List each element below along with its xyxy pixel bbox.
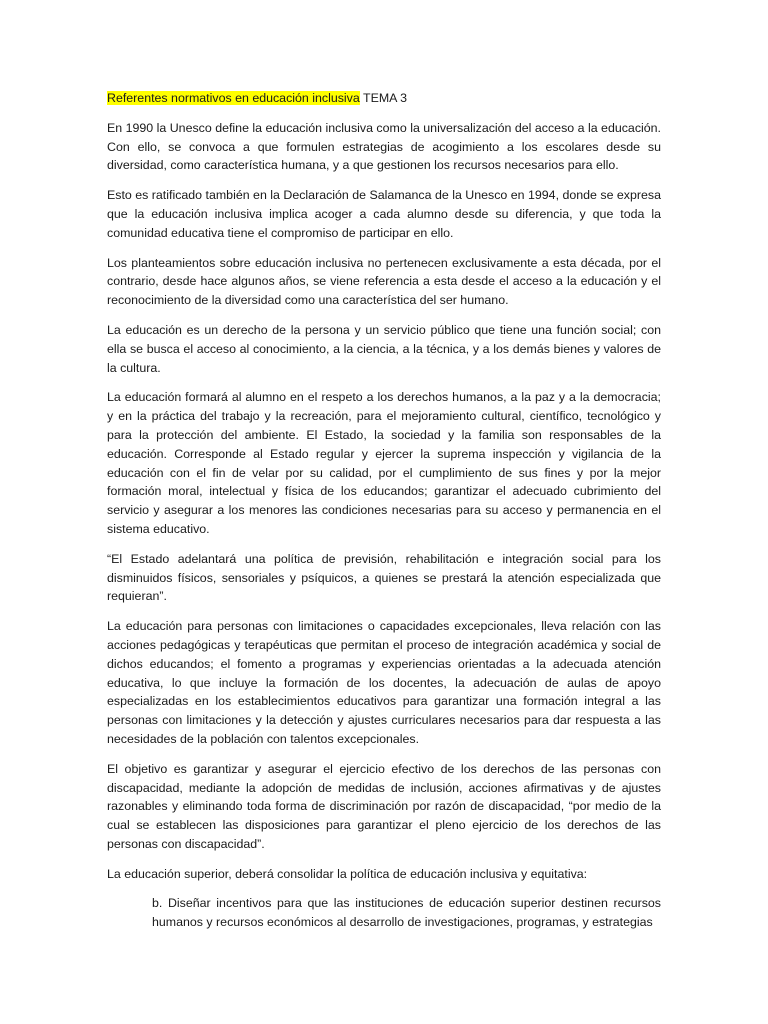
paragraph-5: La educación formará al alumno en el respeto a los derechos humanos, a la paz y a la democracia; y en la práctica del trabajo y la recreación, para el mejoramiento cultural, científico, tecnológico y para la protección del ambiente. El Estado, la sociedad y la familia son responsables de la educación. Corresponde al Estado regular y ejercer la suprema inspección y vigilancia de la educación con el fin de velar por su calidad, por el cumplimiento de sus fines y por la mejor formación moral, intelectual y física de los educandos; garantizar el adecuado cubrimiento del servicio y asegurar a los menores las condiciones necesarias para su acceso y permanencia en el sistema educativo. [107, 390, 661, 536]
paragraph-2: Esto es ratificado también en la Declaración de Salamanca de la Unesco en 1994, donde se expresa que la educación inclusiva implica acoger a cada alumno desde su diferencia, y que toda la comunidad educativa tiene el compromiso de participar en ello. [107, 188, 661, 240]
paragraph-3: Los planteamientos sobre educación inclusiva no pertenecen exclusivamente a esta década, por el contrario, desde hace algunos años, se viene referencia a esta desde el acceso a la educación y el reconocimiento de la diversidad como una característica del ser humano. [107, 255, 661, 308]
paragraph-1: En 1990 la Unesco define la educación inclusiva como la universalización del acceso a la educación. Con ello, se convoca a que formulen estrategias de acogimiento a los escolares desde su diversidad, como característica humana, y a que gestionen los recursos necesarios para ello. [107, 120, 661, 173]
paragraph-7: La educación para personas con limitaciones o capacidades excepcionales, lleva relación con las acciones pedagógicas y terapéuticas que permitan el proceso de integración académica y social de dichos educandos; el fomento a programas y experiencias orientadas a la adecuada atención educativa, lo que incluye la formación de los docentes, la adecuación de aulas de apoyo especializadas en los establecimientos educativos para garantizar una formación integral a las personas con limitaciones y la detección y ajustes curriculares necesarios para dar respuesta a las necesidades de la población con talentos excepcionales. [107, 619, 661, 746]
document-heading [107, 89, 661, 108]
list-item-b: b. Diseñar incentivos para que las instituciones de educación superior destinen recursos humanos y recursos económicos al desarrollo de investigaciones, programas, y estrategias [152, 896, 661, 930]
quote-paragraph: “El Estado adelantará una política de previsión, rehabilitación e integración social para los disminuidos físicos, sensoriales y psíquicos, a quienes se prestará la atención especializada que requieran”. [107, 551, 661, 604]
paragraph-8: El objetivo es garantizar y asegurar el ejercicio efectivo de los derechos de las personas con discapacidad, mediante la adopción de medidas de inclusión, acciones afirmativas y de ajustes razonables y eliminando toda forma de discriminación por razón de discapacidad, “por medio de la cual se establecen las disposiciones para garantizar el pleno ejercicio de los derechos de las personas con discapacidad”. [107, 761, 661, 851]
title-suffix: TEMA 3 [359, 91, 408, 105]
highlighted-title: Referentes normativos en educación inclusiva [107, 91, 360, 105]
paragraph-4: La educación es un derecho de la persona y un servicio público que tiene una función social; con ella se busca el acceso al conocimiento, a la ciencia, a la técnica, y a los demás bienes y valores de la cultura. [107, 322, 661, 375]
document-body [107, 89, 661, 932]
paragraph-9: La educación superior, deberá consolidar la política de educación inclusiva y equitativa: [107, 866, 588, 881]
